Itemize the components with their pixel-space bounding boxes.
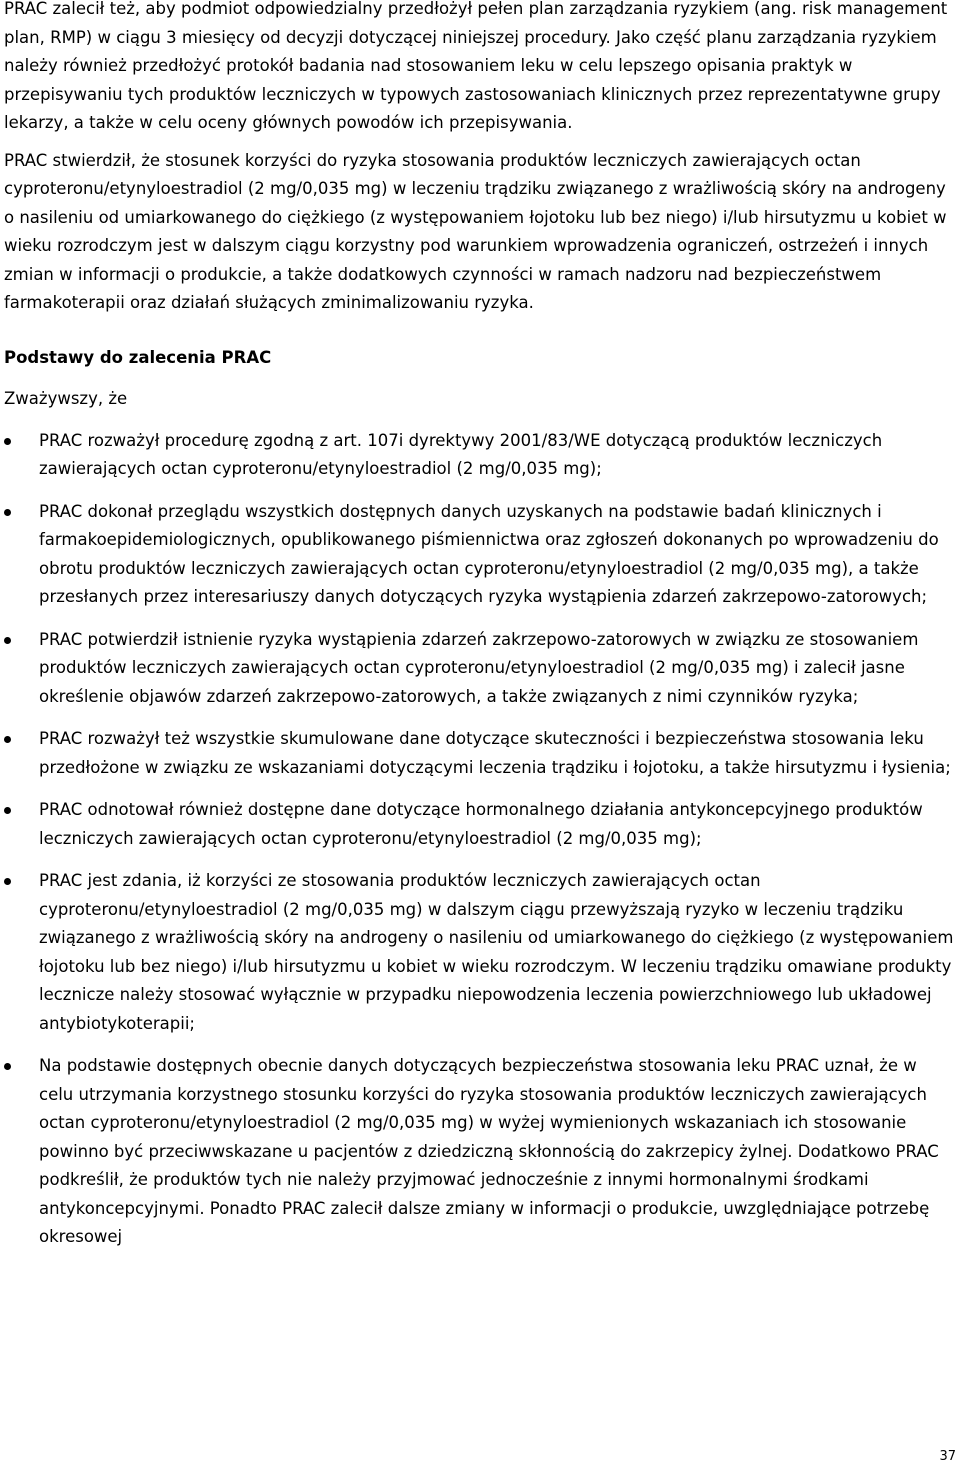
section-heading: Podstawy do zalecenia PRAC [4,347,272,367]
bullet-icon [4,509,11,516]
list-item [4,725,956,782]
paragraph-benefit-risk: PRAC stwierdził, że stosunek korzyści do ryzyka stosowania produktów leczniczych zawierających octan cyproteronu/etynyloestradiol (2 mg/0,035 mg) w leczeniu trądziku związanego z wrażliwością skóry na androgeny o nasileniu od umiarkowanego do ciężkiego (z występowaniem łojotoku lub bez niego) i/lub hirsutyzmu u kobiet w wieku rozrodczym jest w dalszym ciągu korzystny pod warunkiem wprowadzenia ograniczeń, ostrzeżeń i innych zmian w informacji o produkcie, a także dodatkowych czynności w ramach nadzoru nad bezpieczeństwem farmakoterapii oraz działań służących zminimalizowaniu ryzyka. [4,150,947,312]
list-item [4,867,956,1038]
list-item [4,427,956,484]
list-item-text: PRAC rozważył też wszystkie skumulowane dane dotyczące skuteczności i bezpieczeństwa stosowania leku przedłożone w związku ze wskazaniami dotyczącymi leczenia trądziku i łojotoku, a także hirsutyzmu i łysienia; [39,729,951,777]
list-item-text: PRAC rozważył procedurę zgodną z art. 107i dyrektywy 2001/83/WE dotyczącą produktów leczniczych zawierających octan cyproteronu/etynyloestradiol (2 mg/0,035 mg); [39,430,883,478]
bullet-icon [4,637,11,644]
list-item [4,796,956,853]
bullet-icon [4,807,11,814]
list-item [4,498,956,612]
list-item-text: PRAC odnotował również dostępne dane dotyczące hormonalnego działania antykoncepcyjnego produktów leczniczych zawierających octan cyproteronu/etynyloestradiol (2 mg/0,035 mg); [39,800,923,848]
list-item [4,1052,956,1252]
page-number: 37 [939,1449,956,1464]
bullet-icon [4,736,11,743]
bullet-icon [4,878,11,885]
list-item [4,626,956,712]
list-item-text: Na podstawie dostępnych obecnie danych dotyczących bezpieczeństwa stosowania leku PRAC uznał, że w celu utrzymania korzystnego stosunku korzyści do ryzyka stosowania produktów leczniczych zawierających octan cyproteronu/etynyloestradiol (2 mg/0,035 mg) w wyżej wymienionych wskazaniach ich stosowanie powinno być przeciwwskazane u pacjentów z dziedziczną skłonnością do zakrzepicy żylnej. Dodatkowo PRAC podkreślił, że produktów tych nie należy przyjmować jednocześnie z innymi hormonalnymi środkami antykoncepcyjnymi. Ponadto PRAC zalecił dalsze zmiany w informacji o produkcie, uwzględniające potrzebę okresowej [39,1056,939,1246]
bullet-icon [4,438,11,445]
list-item-text: PRAC jest zdania, iż korzyści ze stosowania produktów leczniczych zawierających octan cyproteronu/etynyloestradiol (2 mg/0,035 mg) w dalszym ciągu przewyższają ryzyko w leczeniu trądziku związanego z wrażliwością skóry na androgeny o nasileniu od umiarkowanego do ciężkiego (z występowaniem łojotoku lub bez niego) i/lub hirsutyzmu u kobiet w wieku rozrodczym. W leczeniu trądziku omawiane produkty lecznicze należy stosować wyłącznie w przypadku niepowodzenia leczenia powierzchniowego lub układowej antybiotykoterapii; [39,871,954,1033]
paragraph-rmp: PRAC zalecił też, aby podmiot odpowiedzialny przedłożył pełen plan zarządzania ryzykiem (ang. risk management plan, RMP) w ciągu 3 miesięcy od decyzji dotyczącej niniejszej procedury. Jako część planu zarządzania ryzykiem należy również przedłożyć protokół badania nad stosowaniem leku w celu lepszego opisania praktyk w przepisywaniu tych produktów leczniczych w typowych zastosowaniach klinicznych przez reprezentatywne grupy lekarzy, a także w celu oceny głównych powodów ich przepisywania. [4,0,948,132]
list-item-text: PRAC potwierdził istnienie ryzyka wystąpienia zdarzeń zakrzepowo-zatorowych w związku ze stosowaniem produktów leczniczych zawierających octan cyproteronu/etynyloestradiol (2 mg/0,035 mg) i zalecił jasne określenie objawów zdarzeń zakrzepowo-zatorowych, a także związanych z nimi czynników ryzyka; [39,629,919,706]
bullet-icon [4,1063,11,1070]
document-page [4,0,956,1266]
grounds-list [4,427,956,1252]
list-item-text: PRAC dokonał przeglądu wszystkich dostępnych danych uzyskanych na podstawie badań klinicznych i farmakoepidemiologicznych, opublikowanego piśmiennictwa oraz zgłoszeń dokonanych po wprowadzeniu do obrotu produktów leczniczych zawierających octan cyproteronu/etynyloestradiol (2 mg/0,035 mg), a także przesłanych przez interesariuszy danych dotyczących ryzyka wystąpienia zdarzeń zakrzepowo-zatorowych; [39,501,939,606]
section-intro: Zważywszy, że [4,389,128,408]
